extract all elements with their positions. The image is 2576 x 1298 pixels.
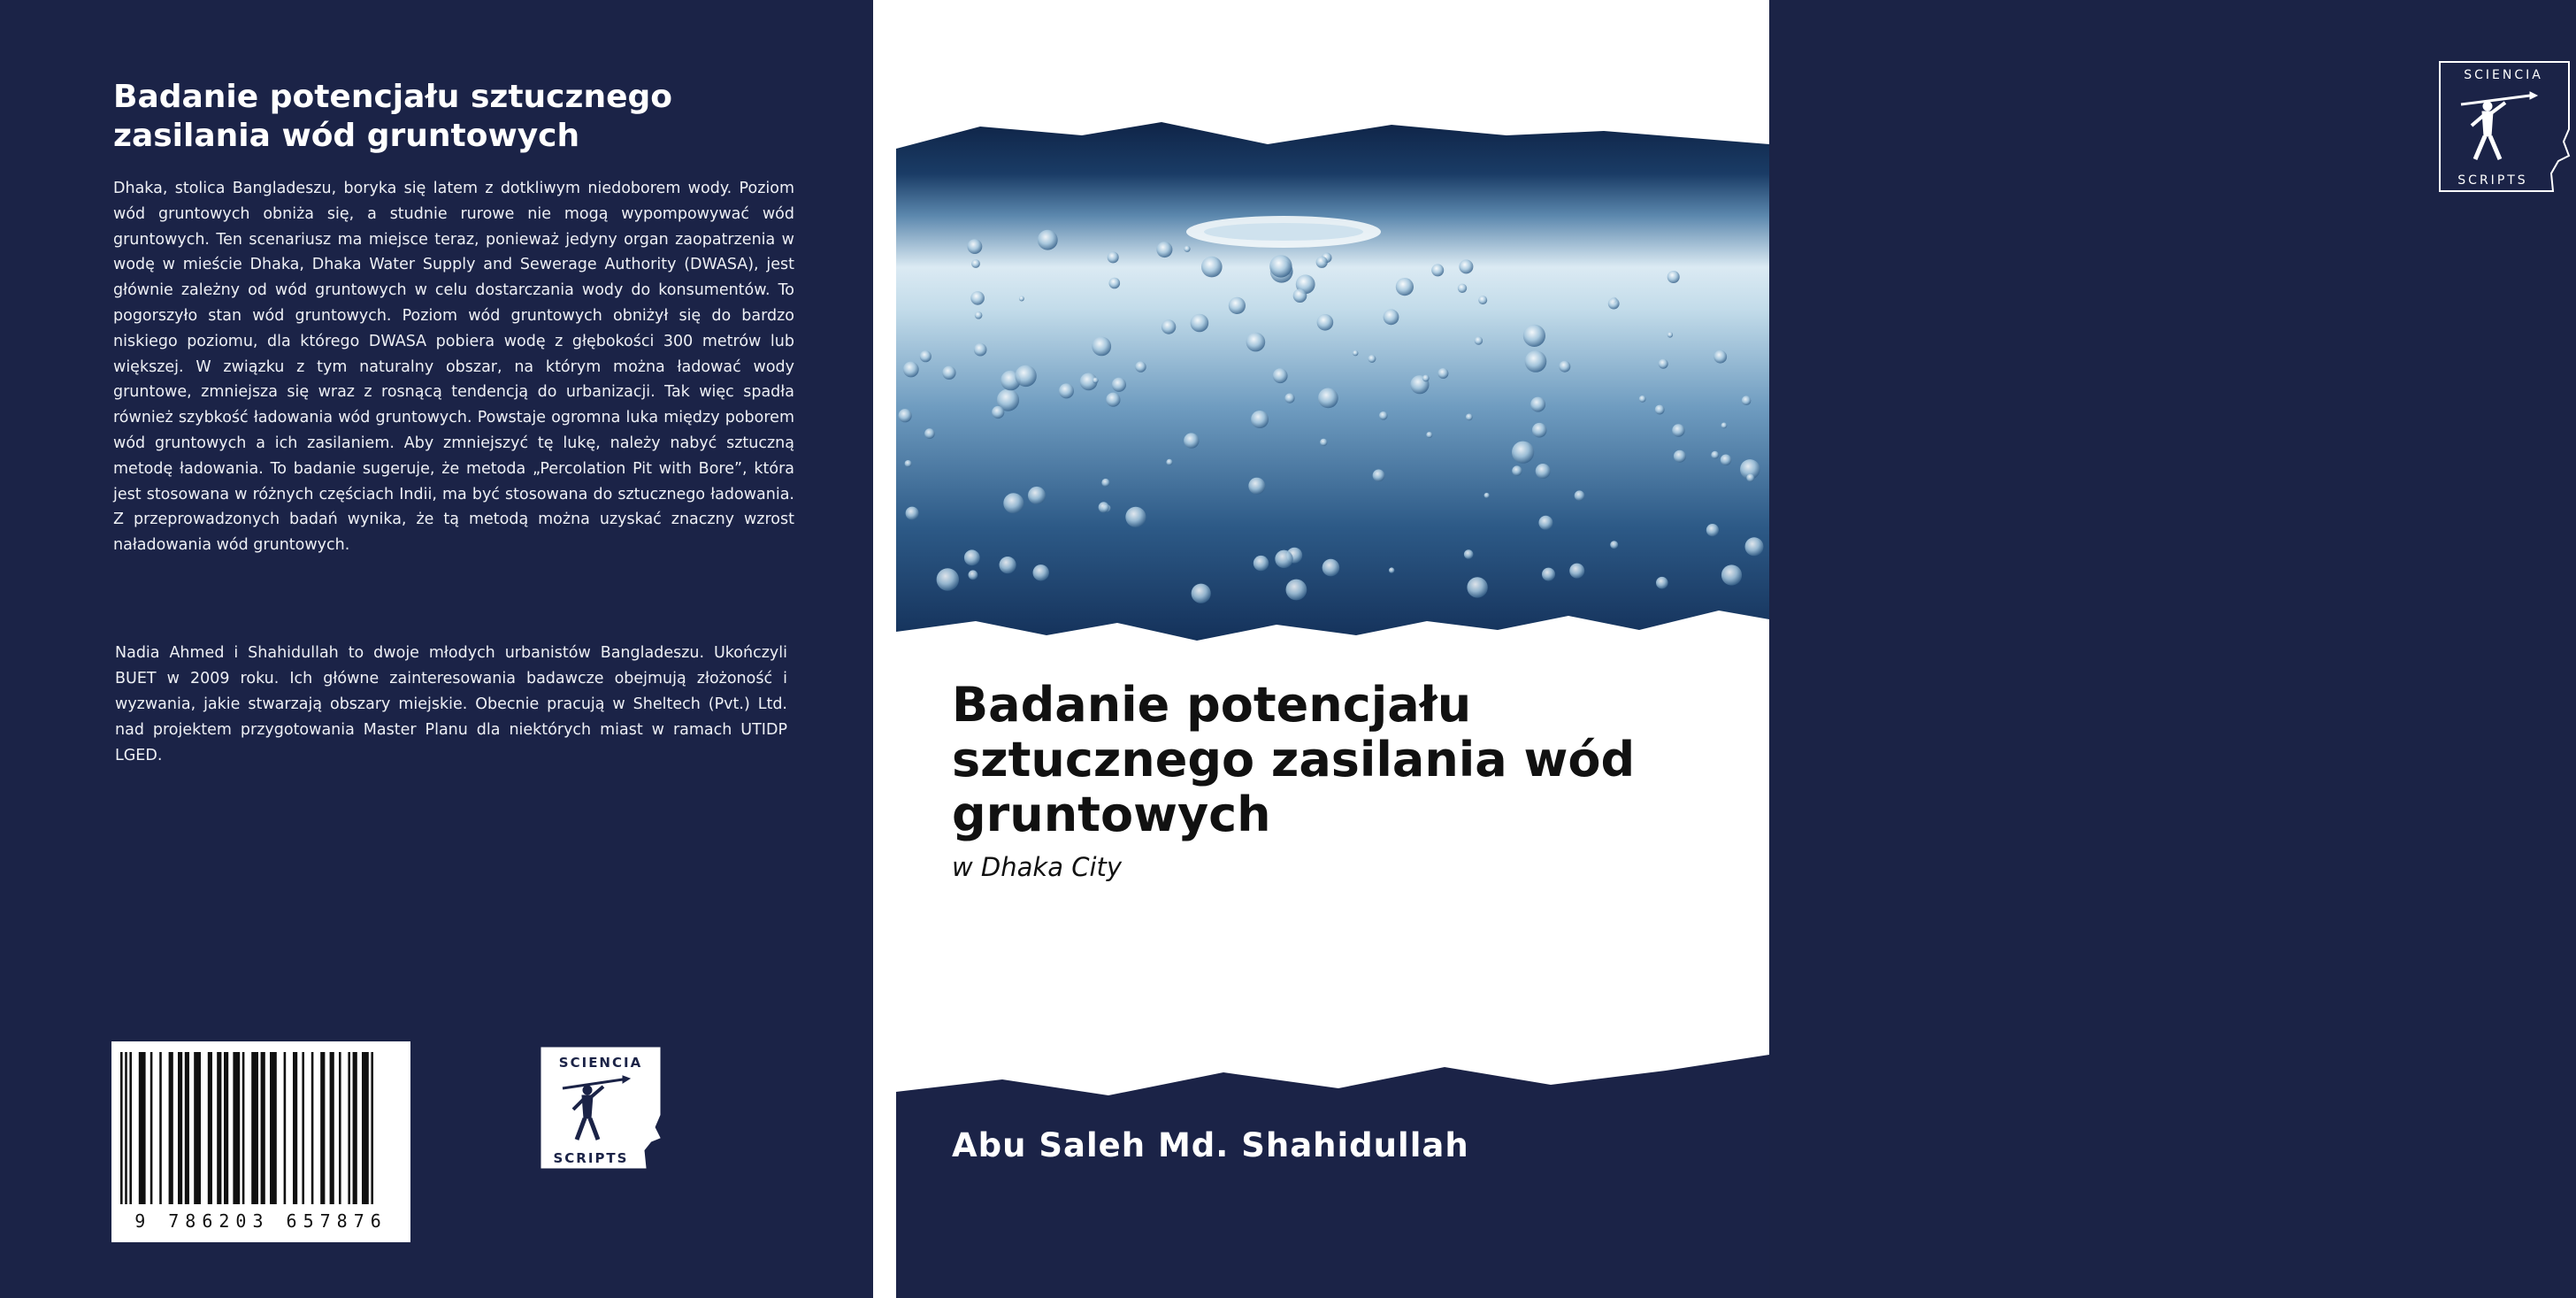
bubble [1389,567,1394,572]
bubble [1431,264,1444,276]
bubble [1484,493,1490,498]
bubble [942,366,955,380]
bubble [1106,393,1120,407]
bubble [1156,242,1172,257]
bubble [1467,577,1487,597]
bubble [1608,298,1620,310]
bubble [1000,557,1016,573]
bubble [1092,378,1099,384]
bubble [971,259,980,268]
bubble [1459,259,1473,273]
bubble [1135,361,1146,372]
bubble [1656,577,1668,589]
barcode-bar [261,1052,265,1204]
bubble [906,507,919,520]
barcode-bar [302,1052,304,1204]
bubble [1099,502,1109,512]
bubble [1668,332,1673,337]
bubble [1248,478,1265,495]
bubble [1320,439,1327,446]
barcode-bar [371,1052,373,1204]
barcode-bar [217,1052,221,1204]
bubble [1672,424,1684,436]
bubble [1530,397,1545,412]
bubble [1112,378,1126,392]
barcode-bar [129,1052,132,1204]
bubble [1108,251,1119,263]
bubble [1166,459,1172,465]
bubble [1639,396,1646,403]
bubble [1711,451,1719,459]
bubble [1201,257,1223,278]
bubble [974,343,987,357]
bubble [1015,365,1036,387]
front-cover-title: Badanie potencjału sztucznego zasilania wód gruntowych [952,677,1636,842]
bubble [1745,537,1764,556]
bubble [1162,319,1176,334]
bubble [992,406,1004,419]
bubble [1706,524,1719,536]
barcode-bar [185,1052,189,1204]
bubble [1542,568,1555,581]
bubble [1254,556,1269,571]
bubble [1466,414,1473,421]
bubble [975,311,983,319]
bubble [899,409,912,422]
barcode-bar [208,1052,212,1204]
barcode-bar [150,1052,153,1204]
front-cover-subtitle: w Dhaka City [952,852,1123,882]
barcode-bar [120,1052,123,1204]
bubble [1286,580,1307,601]
bubble [1353,350,1358,356]
bubble [1028,487,1046,504]
barcode-bar [330,1052,334,1204]
barcode-bar [194,1052,201,1204]
bubble [1422,375,1430,382]
bubble [1368,355,1376,363]
bubble [905,460,912,467]
bubble [1318,388,1338,409]
bubble [1674,450,1686,463]
bubble [964,549,980,565]
bubble [1184,246,1190,252]
barcode-bar [169,1052,173,1204]
bubble [1192,584,1211,603]
bubble [1575,490,1585,501]
bubble [968,239,983,254]
bubble [903,362,919,378]
bubble [1316,257,1328,268]
author-name: Abu Saleh Md. Shahidullah [952,1126,1469,1164]
bubble [1191,314,1209,333]
bubble [1714,350,1727,364]
underwater-bubbles-image [896,0,1769,655]
bubble [1426,432,1432,438]
bubble [1373,470,1385,482]
logo-text-top: SCIENCIA [2464,68,2543,82]
bubble [1101,479,1109,487]
bottom-navy-band [896,1044,1769,1298]
bubble [1396,278,1414,296]
isbn-number: 9 786203 657876 [134,1210,387,1232]
bubble [1458,284,1467,293]
bubble [920,350,932,362]
bubble [1659,359,1668,369]
barcode-bar [311,1052,314,1204]
bubble [1273,368,1288,383]
bubble [1109,278,1121,289]
bubble [1721,455,1732,466]
barcode-bar [339,1052,341,1204]
bubble [1251,411,1269,428]
bubble [1610,541,1618,549]
bubble [1125,507,1146,527]
bubble [1721,565,1742,585]
publisher-logo-front [2434,58,2576,195]
bubble [1003,493,1024,513]
logo-text-top: SCIENCIA [558,1055,643,1071]
bubble [1478,296,1487,304]
barcode-bar [320,1052,325,1204]
book-description: Dhaka, stolica Bangladeszu, boryka się latem z dotkliwym niedoborem wody. Poziom wód gruntowych obniża się, a studnie rurowe nie mogą wypompowywać wód gruntowych. Ten scenariusz ma miejsce teraz, ponieważ jedyny organ zaopatrzenia w wodę w mieście Dhaka, Dhaka Water Supply and Sewerage Authority (DWASA), jest głównie zależny od wód gruntowych w celu dostarczania wody do konsumentów. To pogorszyło stan wód gruntowych. Poziom wód gruntowych obniżył się do bardzo niskiego poziomu, dla którego DWASA pobiera wodę z głębokości 300 metrów lub większej. W związku z tym naturalny obszar, na którym można ładować wody gruntowe, zmniejsza się wraz z rosnącą tendencją do urbanizacji. Tak więc spadła również szybkość ładowania wód gruntowych. Powstaje ogromna luka między poborem wód gruntowych a ich zasilaniem. Aby zmniejszyć tę lukę, należy nabyć sztuczną metodę ładowania. To badanie sugeruje, że metoda „Percolation Pit with Bore”, która jest stosowana w różnych częściach Indii, ma być stosowana do sztucznego ładowania. Z przeprowadzonych badań wynika, że tą metodą można uzyskać znaczny wzrost naładowania wód gruntowych. [113,180,794,555]
bubble [1525,350,1547,373]
bubble [1033,565,1049,580]
bubble [1229,297,1246,314]
bubble [1536,464,1551,479]
bubble [1655,405,1665,415]
bubble [1475,336,1483,344]
bubble [1742,396,1752,405]
author-bio: Nadia Ahmed i Shahidullah to dwoje młodych urbanistów Bangladeszu. Ukończyli BUET w 2009 roku. Ich główne zainteresowania badawcze obejmują złożoność i wyzwania, jakie stwarzają obszary miejskie. Obecnie pracują w Sheltech (Pvt.) Ltd. nad projektem przygotowania Master Planu dla niektórych miast w ramach UTIDP LGED. [115,644,787,764]
barcode-bar [159,1052,162,1204]
bubble [1059,383,1074,398]
bubble [1284,394,1294,403]
bubble [1293,288,1307,303]
barcode-bar [233,1052,240,1204]
bubble [1275,550,1292,568]
barcode-bar [125,1052,127,1204]
back-cover-title: Badanie potencjału sztucznego zasilania wód gruntowych [113,79,673,154]
front-cover [896,0,2543,1298]
bubble [1184,433,1199,448]
bubble [1322,559,1340,577]
bubble [1246,333,1266,352]
bubble [1569,564,1584,579]
bubble [969,570,978,580]
back-cover [0,0,873,1298]
bubble [1269,255,1292,277]
logo-text-bottom: SCRIPTS [2457,173,2528,188]
barcode-bar [284,1052,287,1204]
barcode-bar [353,1052,357,1204]
barcode-bar [242,1052,245,1204]
barcode-bar [224,1052,228,1204]
bubble [1523,325,1545,347]
bubble [1317,314,1334,331]
bubble [1538,516,1552,530]
logo-text-bottom: SCRIPTS [553,1150,629,1166]
bubble [1746,474,1754,482]
isbn-barcode [111,1041,410,1242]
bubble [1668,271,1680,283]
bubble [1512,465,1522,475]
publisher-logo-back [538,1046,663,1170]
barcode-bar [139,1052,146,1204]
bubble [924,428,935,439]
bubble [1512,442,1534,464]
bubble [1038,230,1058,250]
bubble [1092,337,1111,357]
bubble [1532,423,1547,438]
bubble [937,568,959,590]
barcode-bar [348,1052,350,1204]
barcode-bar [270,1052,277,1204]
barcode-bar [362,1052,369,1204]
bubble [1464,549,1474,559]
spine-gap [873,0,896,1298]
bubble [1384,309,1399,325]
bubble [1559,361,1570,373]
barcode-bar [178,1052,182,1204]
bubble [1438,368,1448,379]
bubble [1379,411,1388,420]
barcode-bars [111,1041,410,1210]
bubble [1721,423,1728,429]
bubble [970,291,985,305]
barcode-bar [251,1052,258,1204]
bubble [1019,296,1024,302]
barcode-bar [293,1052,297,1204]
